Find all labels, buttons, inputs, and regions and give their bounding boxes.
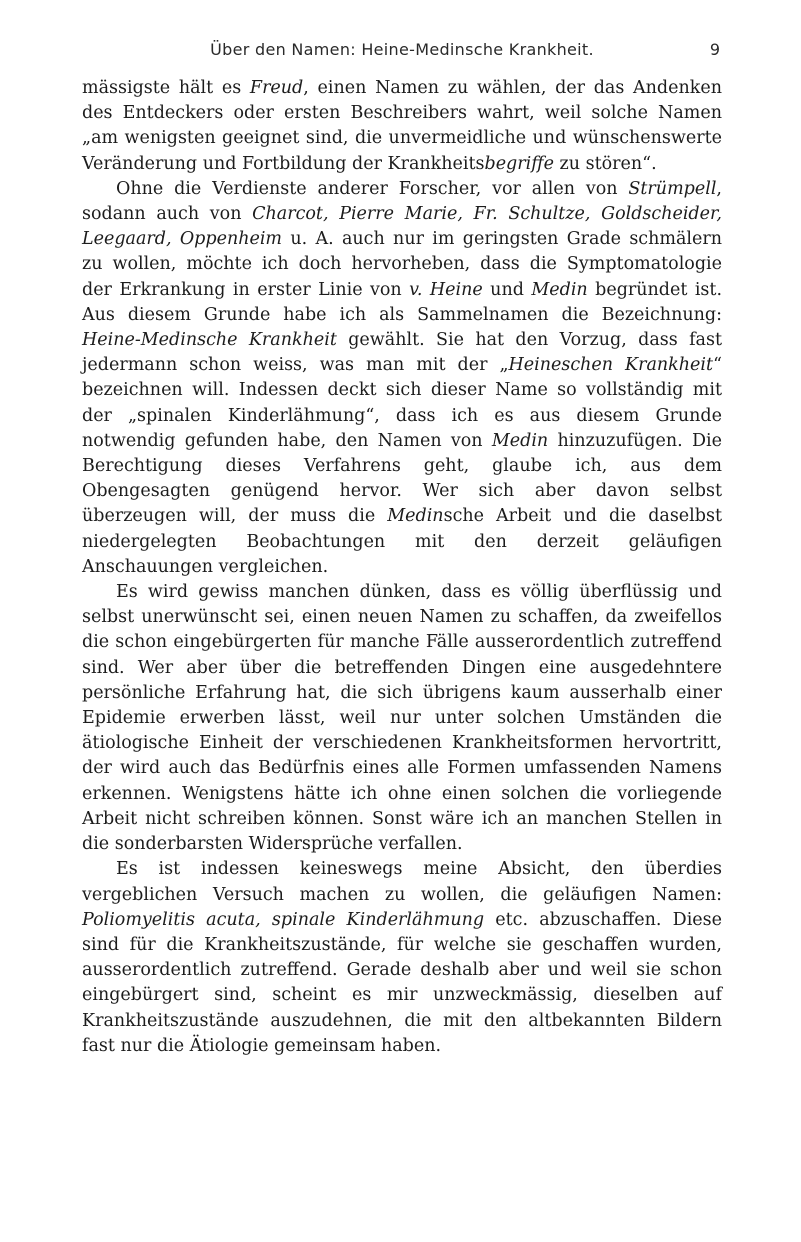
italic-text-run: Heine-Medinsche Krankheit bbox=[82, 330, 337, 351]
paragraph-2 bbox=[82, 177, 722, 580]
text-run: Ohne die Verdienste anderer Forscher, vor allen von bbox=[116, 178, 629, 199]
italic-text-run: Medin bbox=[491, 430, 549, 451]
text-run: hinzuzufügen. Die Berechtigung dieses Verfahrens geht, glaube ich, aus dem Obengesagten genügend hervor. Wer sich aber davon selbst überzeugen will, der muss die bbox=[82, 430, 723, 527]
running-title: Über den Namen: Heine-Medinsche Krankheit. bbox=[210, 40, 594, 59]
italic-text-run: Poliomyelitis acuta, spinale Kinderlähmung bbox=[82, 909, 485, 930]
paragraph-1 bbox=[82, 76, 722, 177]
text-run: gewählt. Sie hat den Vorzug, dass fast jedermann schon weiss, was man mit der „ bbox=[82, 330, 723, 376]
running-header bbox=[82, 40, 722, 70]
text-run: “ bezeichnen will. Indessen deckt sich dieser Name so vollständig mit der „spinalen Kinderlähmung“, dass ich es aus diesem Grunde notwendig gefunden habe, den Namen von bbox=[82, 355, 722, 451]
book-page bbox=[82, 40, 722, 1059]
text-run: begründet ist. Aus diesem Grunde habe ich als Sammelnamen die Bezeichnung: bbox=[82, 279, 723, 325]
italic-text-run: begriffe bbox=[484, 153, 554, 174]
text-run: u. A. auch nur im geringsten Grade schmälern zu wollen, möchte ich doch hervorheben, dass die Symptomatologie der Erkrankung in erster Linie von bbox=[82, 229, 723, 300]
italic-text-run: Charcot, Pierre Marie, Fr. Schultze, Goldscheider, Leegaard, Oppenheim bbox=[82, 204, 722, 250]
body-text bbox=[82, 76, 722, 1059]
text-run: zu stören“. bbox=[553, 153, 657, 174]
text-run: , sodann auch von bbox=[82, 178, 722, 225]
italic-text-run: Medin bbox=[531, 279, 588, 300]
text-run: sche Arbeit und die daselbst niedergelegten Beobachtungen mit den derzeit geläufigen Anschauungen vergleichen. bbox=[82, 506, 722, 577]
text-run: mässigste hält es bbox=[82, 78, 250, 98]
italic-text-run: Strümpell bbox=[628, 178, 717, 199]
text-run: Es wird gewiss manchen dünken, dass es völlig überflüssig und selbst unerwünscht sei, einen neuen Namen zu schaffen, da zweifellos die schon eingebürgerten für manche Fälle ausserordentlich zutreffend sind. Wer aber über die betreffenden Dingen eine ausgedehntere persönliche Erfahrung hat, die sich übrigens kaum ausserhalb einer Epidemie erwerben lässt, weil nur unter solchen Umständen die ätiologische Einheit der verschiedenen Krankheitsformen hervortritt, der wird auch das Bedürfnis eines alle Formen umfassenden Namens erkennen. Wenigstens hätte ich ohne einen solchen die vorliegende Arbeit nicht schreiben können. Sonst wäre ich an manchen Stellen in die sonderbarsten Widersprüche verfallen. bbox=[82, 582, 722, 855]
italic-text-run: Medin bbox=[387, 506, 444, 527]
page-number: 9 bbox=[709, 40, 720, 59]
text-run: und bbox=[482, 279, 532, 300]
paragraph-4 bbox=[82, 857, 722, 1059]
text-run: etc. abzuschaffen. Diese sind für die Krankheitszustände, für welche sie geschaffen wurden, ausserordentlich zutreffend. Gerade deshalb aber und weil sie schon eingebürgert sind, scheint es mir unzweckmässig, dieselben auf Krankheitszustände auszudehnen, die mit den altbekannten Bildern fast nur die Ätiologie gemeinsam haben. bbox=[82, 909, 723, 1056]
text-run: , einen Namen zu wählen, der das Andenken des Entdeckers oder ersten Beschreibers wahrt, weil solche Namen „am wenigsten geeignet sind, die unvermeidliche und wünschenswerte Veränderung und Fortbildung der Krankheits bbox=[82, 78, 722, 174]
italic-text-run: Freud bbox=[249, 78, 304, 98]
italic-text-run: v. Heine bbox=[409, 279, 483, 300]
paragraph-3 bbox=[82, 580, 722, 857]
text-run: Es ist indessen keineswegs meine Absicht, den überdies vergeblichen Versuch machen zu wollen, die geläufigen Namen: bbox=[82, 859, 722, 905]
italic-text-run: Heineschen Krankheit bbox=[508, 355, 714, 376]
